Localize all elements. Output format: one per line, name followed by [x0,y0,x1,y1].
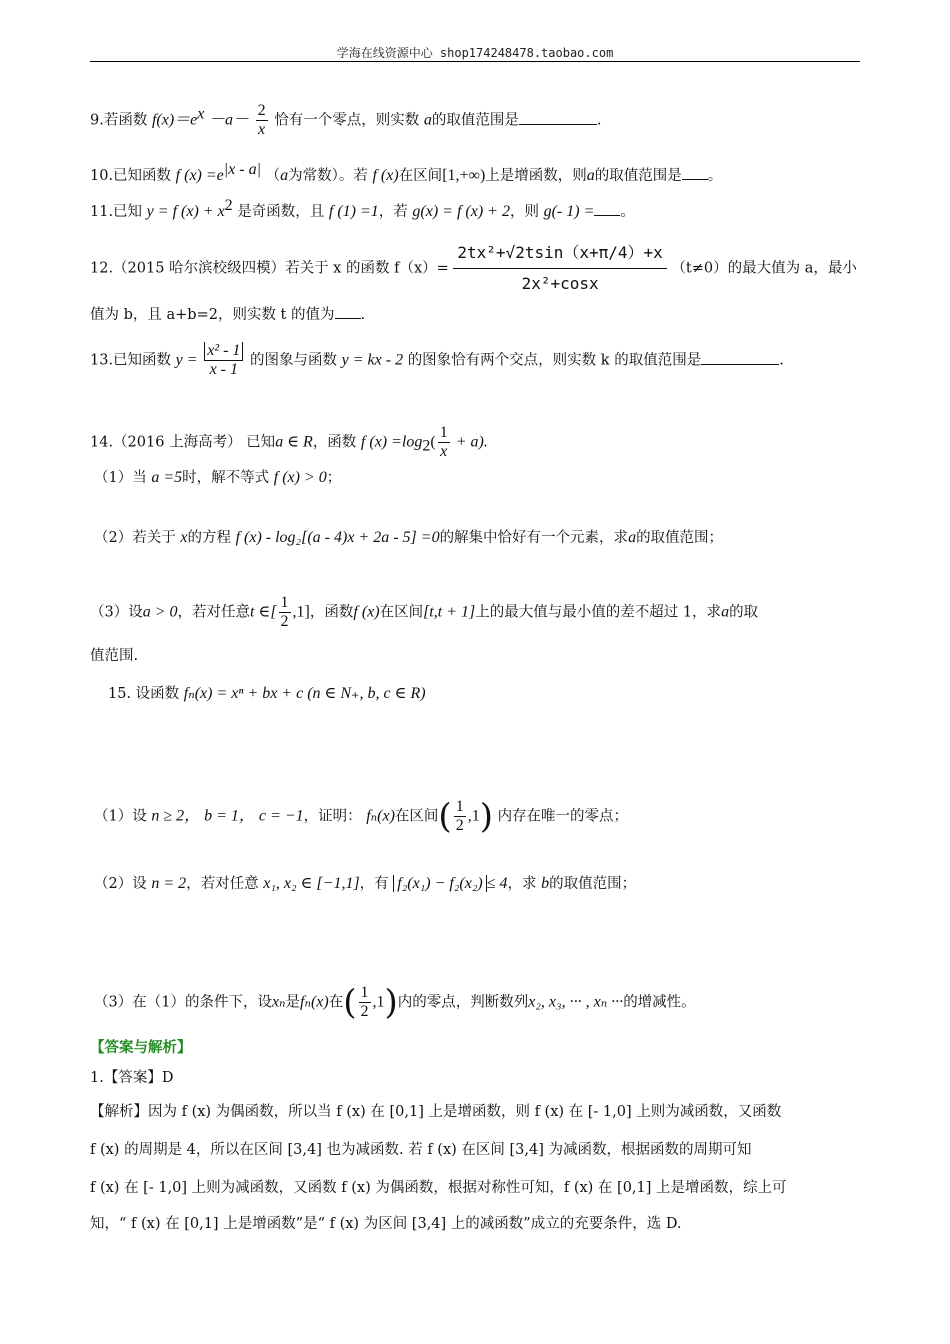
question-9: 9.若函数 $f(x)=e^x -a-$ $\frac{2}{x}$ 恰有一个零点，则实数 a的取值范围是 . [90,102,602,138]
answer-blank[interactable] [519,110,597,125]
answer-section-title: 【答案与解析】 [90,1039,192,1056]
q12-fraction: $\frac{\text{2tx²+√2tsin（x+π/4）+x}}{\text{2x²+cosx}}$ [453,238,666,299]
question-14: 14.（2016 上海高考） 已知a ∈ R，函数 f $(x) =\log_2$( $\frac{1}{x}$ + a). [90,424,488,460]
question-15-part3: （3）在（1）的条件下，设xₙ是fₙ(x)在( $\frac{1}{2}$ ,1)内的零点，判断数列x₂, x₃, ··· , xₙ ···的增减性。 [94,982,696,1023]
question-15: 15. 设函数 fₙ(x) = xⁿ + bx + c (n ∈ N₊, b, c ∈ R) [108,685,426,702]
q9-mid: －a－ [208,111,249,129]
question-14-part1: （1）当 a =5时，解不等式 f (x) > 0； [94,469,342,486]
q14-p3-fraction: $\frac{1}{2}$ [280,594,289,630]
explanation-line-2: f (x) 的周期是 4，所以在区间 [3,4] 也为减函数. 若 f (x) 在区间 [3,4] 为减函数，根据函数的周期可知 [90,1142,752,1158]
explanation-line-4: 知，“ f (x) 在 [0,1] 上是增函数”是“ f (x) 为区间 [3,4] 上的减函数”成立的充要条件，选 D. [90,1216,682,1232]
q9-exp: x [197,105,205,123]
answer-1: 1.【答案】D [90,1070,174,1086]
question-14-part2: （2）若关于 x的方程 f (x) - log₂[(a - 4)x + 2a - 5] =0的解集中恰好有一个元素，求a的取值范围； [94,529,724,546]
question-14-part3-line2: 值范围. [90,648,139,664]
answer-blank[interactable] [594,201,620,216]
q15-p1-fraction: $\frac{1}{2}$ [455,798,464,834]
question-13: 13.已知函数 y = $\frac{\text{x² - 1}}{x - 1}$ 的图象与函数 y = kx - 2 的图象恰有两个交点，则实数 k 的取值范围是 . [90,342,784,378]
q10-func: f (x) =e [175,166,224,184]
header-rule [90,61,860,62]
q13-fraction: $\frac{\text{x² - 1}}{x - 1}$ [204,342,243,379]
q14-fraction: $\frac{1}{x}$ [439,424,448,460]
explanation-line-3: f (x) 在 [- 1,0] 上则为减函数，又函数 f (x) 为偶函数，根据对称性可知，f (x) 在 [0,1] 上是增函数，综上可 [90,1180,787,1196]
question-11: 11.已知 y = f $(x) + x^2$ 是奇函数，且 f (1) =1，若 g(x) = f (x) + 2，则 g(- 1) = 。 [90,197,635,220]
q15-p3-fraction: $\frac{1}{2}$ [360,984,369,1020]
q9-fraction: $\frac{2}{x}$ [257,102,266,138]
q9-prefix: 9.若函数 [90,112,148,129]
question-15-part1: （1）设 n ≥ 2， b = 1， c = −1，证明： fₙ(x)在区间( $\frac{1}{2}$ ,1) 内存在唯一的零点； [94,796,629,837]
question-12-line2: 值为 b，且 a+b=2，则实数 t 的值为 . [90,304,862,325]
explanation-line-1: 【解析】因为 f (x) 为偶函数，所以当 f (x) 在 [0,1] 上是增函数，则 f (x) 在 [- 1,0] 上则为减函数，又函数 [90,1104,782,1120]
question-15-part2: （2）设 n = 2，若对任意 x₁, x₂ ∈ [−1,1]，有 f₂(x₁) − f₂(x₂) ≤ 4，求 b的取值范围； [94,875,637,892]
question-10: 10.已知函数 f $(x) =e^{|x - a|}$ （a为常数）。若 f (x)在区间[1,+∞)上是增函数，则a的取值范围是 。 [90,161,723,184]
page-header: 学海在线资源中心 shop174248478.taobao.com [336,46,614,60]
question-12: 12.（2015 哈尔滨校级四模）若关于 x 的函数 f（x）= $\frac{\text{2tx²+√2tsin（x+π/4）+x}}{\text{2x²+cosx}}$ （t≠0）的最大值为 a，最小 [90,238,862,299]
answer-blank[interactable] [335,304,361,319]
q9-func: f(x)＝e [151,111,198,129]
answer-blank[interactable] [701,350,779,365]
question-14-part3: （3）设a > 0，若对任意t ∈[ $\frac{1}{2}$ ,1]，函数f (x)在区间[t,t + 1]上的最大值与最小值的差不超过 1，求a的取 [90,594,759,630]
answer-blank[interactable] [682,165,708,180]
q9-suffix: 恰有一个零点，则实数 [274,112,420,129]
